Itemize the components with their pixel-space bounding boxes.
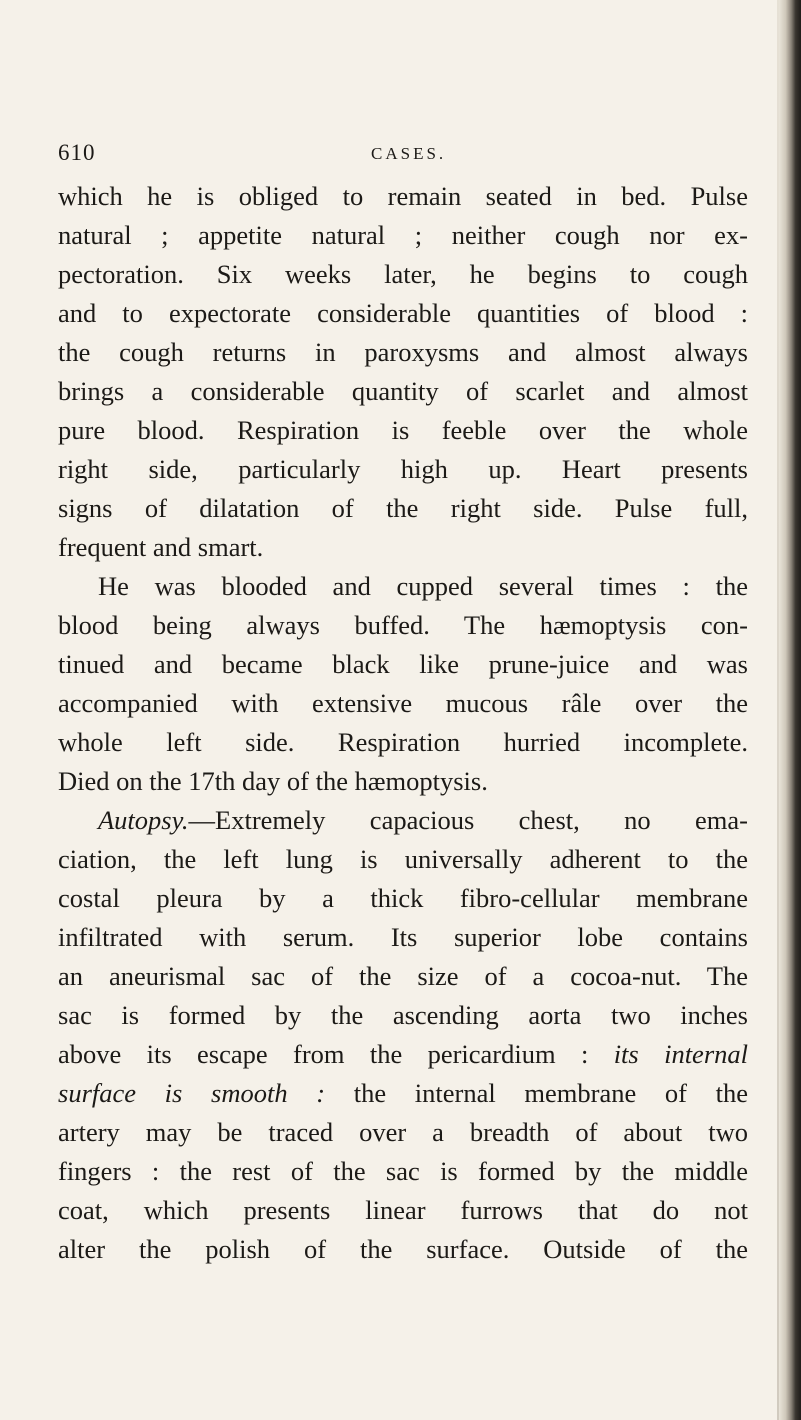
text-fragment: —Extremely capacious chest, no ema- [188,805,748,835]
text-line: pectoration. Six weeks later, he begins to cough [58,259,748,289]
autopsy-heading: Autopsy. [98,805,189,835]
text-line [58,1074,748,1113]
page-number: 610 [58,140,96,165]
text-line: and to expectorate considerable quantities of blood : [58,298,748,328]
text-line: blood being always buffed. The hæmoptysis con- [58,610,748,640]
page-edge [779,0,801,1420]
italic-phrase: its internal [613,1039,748,1069]
text-line: tinued and became black like prune-juice and was [58,649,748,679]
text-line: natural ; appetite natural ; neither cough nor ex- [58,220,748,250]
text-line: He was blooded and cupped several times : the [98,571,748,601]
body-text [58,177,748,1269]
text-line: brings a considerable quantity of scarlet and almost [58,376,748,406]
text-line: signs of dilatation of the right side. Pulse full, [58,493,748,523]
text-line: whole left side. Respiration hurried incomplete. [58,727,748,757]
text-line [58,1035,748,1074]
text-line: infiltrated with serum. Its superior lobe contains [58,922,748,952]
text-line: frequent and smart. [58,532,264,562]
italic-phrase: surface is smooth : [58,1078,326,1108]
text-line: coat, which presents linear furrows that do not [58,1195,748,1225]
text-line: fingers : the rest of the sac is formed by the middle [58,1156,748,1186]
text-line: alter the polish of the surface. Outside of the [58,1234,748,1264]
running-head: CASES. [371,144,447,163]
text-line: costal pleura by a thick fibro-cellular membrane [58,883,748,913]
text-line [58,801,748,840]
text-fragment: above its escape from the pericardium : [58,1039,614,1069]
text-line: ciation, the left lung is universally adherent to the [58,844,748,874]
text-line: pure blood. Respiration is feeble over the whole [58,415,748,445]
text-line: an aneurismal sac of the size of a cocoa-nut. The [58,961,748,991]
text-line: accompanied with extensive mucous râle over the [58,688,748,718]
page-header [58,140,738,170]
text-fragment: the internal membrane of the [325,1078,748,1108]
text-line: artery may be traced over a breadth of about two [58,1117,748,1147]
text-line: sac is formed by the ascending aorta two inches [58,1000,748,1030]
text-line: right side, particularly high up. Heart presents [58,454,748,484]
text-line: the cough returns in paroxysms and almost always [58,337,748,367]
text-line: which he is obliged to remain seated in bed. Pulse [58,181,748,211]
text-line: Died on the 17th day of the hæmoptysis. [58,766,488,796]
